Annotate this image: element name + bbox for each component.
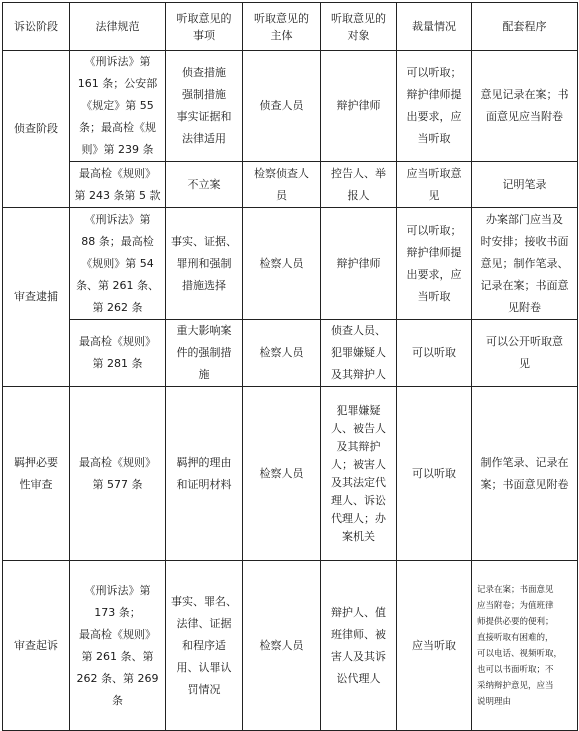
procedure-cell: 制作笔录、记录在 案；书面意见附卷 — [472, 387, 578, 561]
table-row — [3, 561, 578, 731]
stage-cell: 审查起诉 — [3, 561, 70, 731]
law-cell: 《刑诉法》第 161 条；公安部 《规定》第 55 条；最高检《规 则》第 239 条 — [70, 51, 166, 162]
procedure-cell: 意见记录在案；书 面意见应当附卷 — [472, 51, 578, 162]
stage-cell: 羁押必要 性审查 — [3, 387, 70, 561]
object-cell: 辩护律师 — [321, 51, 397, 162]
law-cell: 最高检《规则》 第 243 条第 5 款 — [70, 162, 166, 208]
object-cell: 控告人、举 报人 — [321, 162, 397, 208]
matter-cell: 事实、罪名、 法律、证据 和程序适 用、认罪认 罚情况 — [166, 561, 243, 731]
subject-cell: 检察侦查人 员 — [243, 162, 321, 208]
header-object: 听取意见的 对象 — [321, 3, 397, 51]
discretion-cell: 可以听取 — [397, 320, 472, 387]
discretion-cell: 应当听取 — [397, 561, 472, 731]
stage-cell: 审查逮捕 — [3, 208, 70, 387]
table-row — [3, 208, 578, 320]
discretion-cell: 可以听取； 辩护律师提 出要求，应 当听取 — [397, 208, 472, 320]
matter-cell: 重大影响案 件的强制措 施 — [166, 320, 243, 387]
object-cell: 侦查人员、 犯罪嫌疑人 及其辩护人 — [321, 320, 397, 387]
law-cell: 《刑诉法》第 88 条；最高检 《规则》第 54 条、第 261 条、 第 262 条 — [70, 208, 166, 320]
stage-cell: 侦查阶段 — [3, 51, 70, 208]
discretion-cell: 可以听取； 辩护律师提 出要求，应 当听取 — [397, 51, 472, 162]
matter-cell: 事实、证据、 罪刑和强制 措施选择 — [166, 208, 243, 320]
header-matter: 听取意见的 事项 — [166, 3, 243, 51]
header-law: 法律规范 — [70, 3, 166, 51]
table-row — [3, 162, 578, 208]
matter-cell: 侦查措施 强制措施 事实证据和 法律适用 — [166, 51, 243, 162]
table-row — [3, 51, 578, 162]
law-cell: 最高检《规则》 第 281 条 — [70, 320, 166, 387]
matter-cell: 羁押的理由 和证明材料 — [166, 387, 243, 561]
table-header-row — [3, 3, 578, 51]
object-cell: 犯罪嫌疑 人、被告人 及其辩护 人；被害人 及其法定代 理人、诉讼 代理人；办 案机关 — [321, 387, 397, 561]
discretion-cell: 可以听取 — [397, 387, 472, 561]
object-cell: 辩护律师 — [321, 208, 397, 320]
matter-cell: 不立案 — [166, 162, 243, 208]
header-stage: 诉讼阶段 — [3, 3, 70, 51]
subject-cell: 检察人员 — [243, 387, 321, 561]
subject-cell: 检察人员 — [243, 320, 321, 387]
subject-cell: 检察人员 — [243, 561, 321, 731]
object-cell: 辩护人、值 班律师、被 害人及其诉 讼代理人 — [321, 561, 397, 731]
procedure-cell: 可以公开听取意 见 — [472, 320, 578, 387]
header-discretion: 裁量情况 — [397, 3, 472, 51]
header-subject: 听取意见的 主体 — [243, 3, 321, 51]
procedure-cell: 记明笔录 — [472, 162, 578, 208]
subject-cell: 侦查人员 — [243, 51, 321, 162]
header-procedure: 配套程序 — [472, 3, 578, 51]
procedure-cell: 记录在案；书面意见 应当附卷；为值班律 师提供必要的便利； 直接听取有困难的， 可以电话、视频听取， 也可以书面听取；不 采纳辩护意见，应当 说明理由 — [472, 561, 578, 731]
law-cell: 最高检《规则》 第 577 条 — [70, 387, 166, 561]
discretion-cell: 应当听取意 见 — [397, 162, 472, 208]
law-cell: 《刑诉法》第 173 条； 最高检《规则》 第 261 条、第 262 条、第 269 条 — [70, 561, 166, 731]
listening-opinions-table — [2, 2, 578, 731]
subject-cell: 检察人员 — [243, 208, 321, 320]
table-row — [3, 387, 578, 561]
table-row — [3, 320, 578, 387]
procedure-cell: 办案部门应当及 时安排；接收书面 意见；制作笔录、 记录在案；书面意 见附卷 — [472, 208, 578, 320]
